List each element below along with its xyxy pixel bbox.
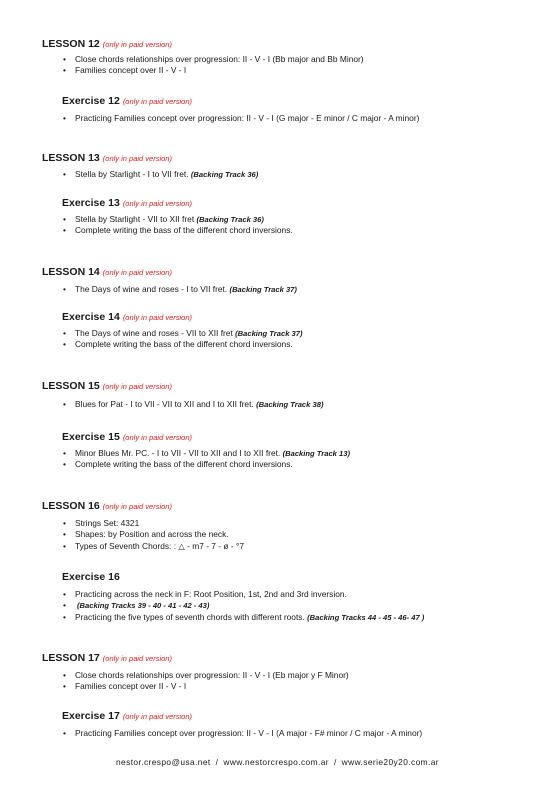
exercise-17-section (42, 710, 542, 739)
list-item: • Complete writing the bass of the different chord inversions. (42, 339, 542, 350)
footer-separator: / (333, 757, 337, 767)
exercise-15-list (42, 448, 542, 471)
exercise-14-heading (62, 311, 542, 324)
list-item: • Complete writing the bass of the different chord inversions. (42, 225, 542, 236)
lesson-17-list (42, 670, 542, 693)
exercise-16-section (42, 571, 542, 623)
lesson-13-heading (42, 152, 542, 165)
lesson-13-list (42, 169, 542, 180)
exercise-12-title: Exercise 12 (62, 95, 120, 107)
paid-version-note: (only in paid version) (122, 433, 193, 442)
footer-website-1[interactable]: www.nestorcrespo.com.ar (223, 757, 329, 767)
lesson-12-title: LESSON 12 (42, 38, 100, 50)
exercise-13-section (42, 197, 542, 237)
paid-version-note: (only in paid version) (102, 502, 172, 511)
paid-version-note: (only in paid version) (102, 154, 172, 163)
lesson-14-section (42, 266, 542, 295)
list-item: • Practicing across the neck in F: Root Position, 1st, 2nd and 3rd inversion. (42, 589, 542, 600)
footer-contact (0, 757, 555, 767)
list-item: • Practicing the five types of seventh chords with different roots. (Backing Tracks 44 - 45 - 46- 47 ) (42, 612, 542, 623)
lesson-14-heading (42, 266, 542, 279)
lesson-17-section (42, 652, 542, 693)
paid-version-note: (only in paid version) (102, 654, 172, 663)
backing-track-ref: (Backing Tracks 39 - 40 - 41 - 42 - 43) (77, 601, 210, 611)
list-item: • Minor Blues Mr. PC. - I to VII - VII to XII and I to XII fret. (Backing Track 13) (42, 448, 542, 459)
list-item: • Shapes: by Position and across the neck. (42, 529, 542, 540)
list-item: • Blues for Pat - I to VII - VII to XII and I to XII fret. (Backing Track 38) (42, 399, 542, 410)
footer-website-2[interactable]: www.serie20y20.com.ar (341, 757, 439, 767)
lesson-16-heading (42, 500, 542, 513)
backing-track-ref: (Backing Track 36) (196, 215, 264, 224)
exercise-13-list (42, 214, 542, 237)
exercise-17-list (42, 728, 542, 739)
exercise-13-heading (62, 197, 542, 210)
backing-track-ref: (Backing Track 13) (282, 449, 350, 458)
exercise-16-list (42, 589, 542, 623)
lesson-12-list (42, 54, 542, 77)
paid-version-note: (only in paid version) (122, 97, 193, 106)
list-item: • Strings Set: 4321 (42, 518, 542, 529)
exercise-12-heading (62, 95, 542, 108)
backing-track-ref: (Backing Track 37) (235, 329, 303, 338)
exercise-14-section (42, 311, 542, 351)
lesson-17-heading (42, 652, 542, 665)
exercise-12-list (42, 113, 542, 124)
list-item: • Close chords relationships over progression: II - V - I (Eb major y F Minor) (42, 670, 542, 681)
list-item: • Families concept over II - V - I (42, 65, 542, 76)
lesson-13-section (42, 152, 542, 180)
exercise-16-heading (62, 571, 542, 584)
lesson-16-list (42, 518, 542, 552)
footer-separator: / (215, 757, 219, 767)
backing-track-ref: (Backing Track 38) (256, 400, 324, 409)
lesson-14-title: LESSON 14 (42, 266, 100, 278)
paid-version-note: (only in paid version) (122, 313, 193, 322)
backing-track-ref: (Backing Track 37) (229, 285, 297, 294)
list-item: • Types of Seventh Chords: : △ - m7 - 7 - ø - °7 (42, 541, 542, 552)
lesson-15-title: LESSON 15 (42, 380, 100, 392)
list-item: • Stella by Starlight - VII to XII fret (Backing Track 36) (42, 214, 542, 225)
paid-version-note: (only in paid version) (122, 712, 193, 721)
exercise-12-section (42, 95, 542, 124)
exercise-13-title: Exercise 13 (62, 197, 120, 209)
lesson-16-section (42, 500, 542, 552)
list-item: • The Days of wine and roses - VII to XII fret (Backing Track 37) (42, 328, 542, 339)
paid-version-note: (only in paid version) (102, 268, 172, 277)
lesson-14-list (42, 284, 542, 295)
lesson-12-section (42, 38, 542, 77)
lesson-13-title: LESSON 13 (42, 152, 100, 164)
backing-track-ref: (Backing Tracks 44 - 45 - 46- 47 ) (307, 612, 425, 622)
list-item: • Practicing Families concept over progression: II - V - I (A major - F# minor / C major - A minor) (42, 728, 542, 739)
list-item: • Families concept over II - V - I (42, 681, 542, 692)
lesson-15-heading (42, 380, 542, 393)
list-item: • The Days of wine and roses - I to VII fret. (Backing Track 37) (42, 284, 542, 295)
exercise-14-list (42, 328, 542, 351)
list-item: • Complete writing the bass of the different chord inversions. (42, 459, 542, 470)
lesson-15-section (42, 380, 542, 410)
list-item (42, 600, 542, 611)
paid-version-note: (only in paid version) (102, 382, 172, 391)
list-item: • Stella by Starlight - I to VII fret. (Backing Track 36) (42, 169, 542, 180)
lesson-16-title: LESSON 16 (42, 500, 100, 512)
exercise-17-heading (62, 710, 542, 723)
exercise-15-heading (62, 431, 542, 444)
exercise-15-section (42, 431, 542, 471)
lesson-12-heading (42, 38, 542, 51)
exercise-15-title: Exercise 15 (62, 431, 120, 443)
exercise-16-title: Exercise 16 (62, 571, 120, 583)
list-item: • Practicing Families concept over progression: II - V - I (G major - E minor / C major - A minor) (42, 113, 542, 124)
lesson-17-title: LESSON 17 (42, 652, 100, 664)
exercise-17-title: Exercise 17 (62, 710, 120, 722)
paid-version-note: (only in paid version) (102, 40, 172, 49)
lesson-15-list (42, 399, 542, 410)
backing-track-ref: (Backing Track 36) (190, 170, 259, 179)
paid-version-note: (only in paid version) (122, 199, 193, 208)
footer-email[interactable]: nestor.crespo@usa.net (116, 757, 211, 767)
list-item: • Close chords relationships over progression: II - V - I (Bb major and Bb Minor) (42, 54, 542, 65)
exercise-14-title: Exercise 14 (62, 311, 120, 323)
